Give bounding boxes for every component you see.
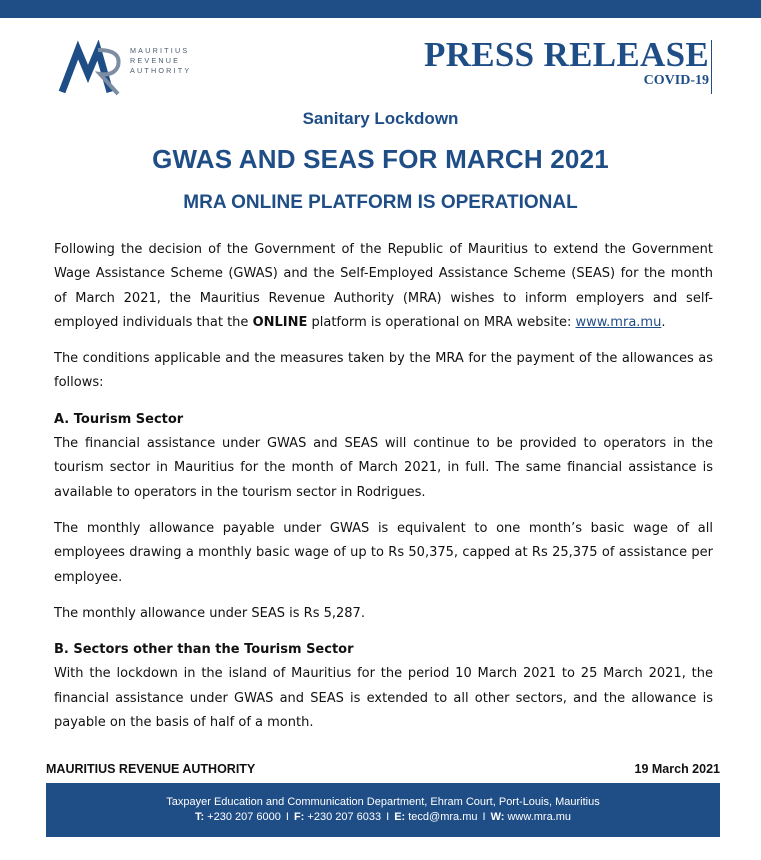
mra-logo <box>58 40 208 96</box>
section-a-paragraph-2: The monthly allowance payable under GWAS is equivalent to one month’s basic wage of all employees drawing a monthly basic wage of up to Rs 50,375, capped at Rs 25,375 of assistance per employee. <box>54 520 713 585</box>
separator: I <box>285 811 289 823</box>
body-content <box>54 238 713 735</box>
logo-line-1: MAURITIUS <box>130 46 190 55</box>
footer-address: Taxpayer Education and Communication Department, Ehram Court, Port-Louis, Mauritius <box>166 796 600 808</box>
conditions-paragraph: The conditions applicable and the measures taken by the MRA for the payment of the allowances as follows: <box>54 351 713 391</box>
logo-line-2: REVENUE <box>130 56 181 65</box>
press-release-title: PRESS RELEASE <box>424 35 709 74</box>
footer-date: 19 March 2021 <box>634 762 720 776</box>
fax-value: +230 207 6033 <box>307 811 382 823</box>
tel-label: T: <box>194 811 205 823</box>
press-release-subtitle: COVID-19 <box>643 73 709 88</box>
footer-org: MAURITIUS REVENUE AUTHORITY <box>46 762 256 776</box>
web-value: www.mra.mu <box>507 811 572 823</box>
logo-line-3: AUTHORITY <box>130 66 192 75</box>
footer-contact-band <box>46 783 720 837</box>
email-value: tecd@mra.mu <box>408 811 478 823</box>
separator: I <box>482 811 486 823</box>
email-label: E: <box>394 811 406 823</box>
web-label: W: <box>490 811 505 823</box>
intro-end: . <box>661 314 666 330</box>
intro-text-2: platform is operational on MRA website: <box>307 314 576 330</box>
header-vertical-rule <box>711 40 712 94</box>
section-b-title: B. Sectors other than the Tourism Sector <box>54 642 354 658</box>
press-release-header <box>424 36 709 90</box>
headline: GWAS AND SEAS FOR MARCH 2021 <box>152 144 609 174</box>
section-a-title: A. Tourism Sector <box>54 411 184 427</box>
top-accent-bar <box>0 0 761 18</box>
intro-text: Following the decision of the Government of the Republic of Mauritius to extend the Government Wage Assistance Scheme (GWAS) and the Self-Employed Assistance Scheme (SEAS) for the month of March 2021, the Mauritius Revenue Authority (MRA) wishes to inform employers and self-employed individuals that the <box>54 242 713 330</box>
footer-contact-row <box>46 810 720 825</box>
intro-paragraph <box>54 238 713 335</box>
fax-label: F: <box>293 811 305 823</box>
kicker: Sanitary Lockdown <box>302 109 459 128</box>
logo-wordmark <box>130 46 210 76</box>
section-a-paragraph-1: The financial assistance under GWAS and SEAS will continue to be provided to operators in the tourism sector in Mauritius for the month of March 2021, in full. The same financial assistance is available to operators in the tourism sector in Rodrigues. <box>54 436 713 500</box>
mra-website-link[interactable]: www.mra.mu <box>575 314 662 330</box>
tel-value: +230 207 6000 <box>207 811 281 823</box>
separator: I <box>386 811 390 823</box>
mra-monogram-icon <box>58 40 128 96</box>
section-a-paragraph-3: The monthly allowance under SEAS is Rs 5,287. <box>54 605 365 621</box>
intro-bold: ONLINE <box>252 314 308 330</box>
section-b-paragraph-1: With the lockdown in the island of Mauritius for the period 10 March 2021 to 25 March 2021, the financial assistance under GWAS and SEAS is extended to all other sectors, and the allowance is payable on the basis of half of a month. <box>54 666 713 731</box>
subheadline: MRA ONLINE PLATFORM IS OPERATIONAL <box>183 192 578 213</box>
footer-labels <box>46 762 720 780</box>
